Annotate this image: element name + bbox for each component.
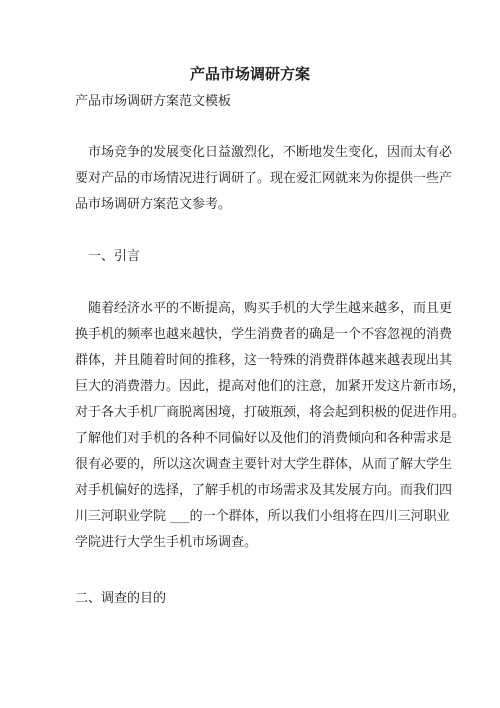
paragraph-line: 学院进行大学生手机市场调查。 xyxy=(75,535,258,550)
paragraph-line: 对于各大手机厂商脱离困境，打破瓶颈，将会起到积极的促进作用。 xyxy=(75,405,466,420)
paragraph-line: 市场竞争的发展变化日益激烈化，不断地发生变化，因而太有必 xyxy=(75,145,453,160)
introduction-paragraph xyxy=(75,296,466,556)
paragraph-line: 川三河职业学院 ___的一个群体，所以我们小组将在四川三河职业 xyxy=(75,509,450,524)
paragraph-line: 群体，并且随着时间的推移，这一特殊的消费群体越来越表现出其 xyxy=(75,353,453,368)
document-subtitle: 产品市场调研方案范文模板 xyxy=(75,94,232,109)
intro-paragraph xyxy=(75,140,453,218)
paragraph-line: 换手机的频率也越来越快，学生消费者的确是一个不容忽视的消费 xyxy=(75,327,453,342)
paragraph-line: 对手机偏好的选择，了解手机的市场需求及其发展方向。而我们四 xyxy=(75,483,453,498)
section-heading-introduction: 一、引言 xyxy=(75,249,141,264)
paragraph-line: 品市场调研方案范文参考。 xyxy=(75,197,232,212)
document-title: 产品市场调研方案 xyxy=(189,65,310,83)
paragraph-line: 随着经济水平的不断提高，购买手机的大学生越来越多，而且更 xyxy=(75,301,453,316)
paragraph-line: 要对产品的市场情况进行调研了。现在爱汇网就来为你提供一些产 xyxy=(75,171,453,186)
paragraph-line: 巨大的消费潜力。因此，提高对他们的注意，加紧开发这片新市场， xyxy=(75,379,466,394)
section-heading-purpose: 二、调查的目的 xyxy=(75,591,167,606)
paragraph-line: 了解他们对手机的各种不同偏好以及他们的消费倾向和各种需求是 xyxy=(75,431,453,446)
paragraph-line: 很有必要的，所以这次调查主要针对大学生群体，从而了解大学生 xyxy=(75,457,453,472)
